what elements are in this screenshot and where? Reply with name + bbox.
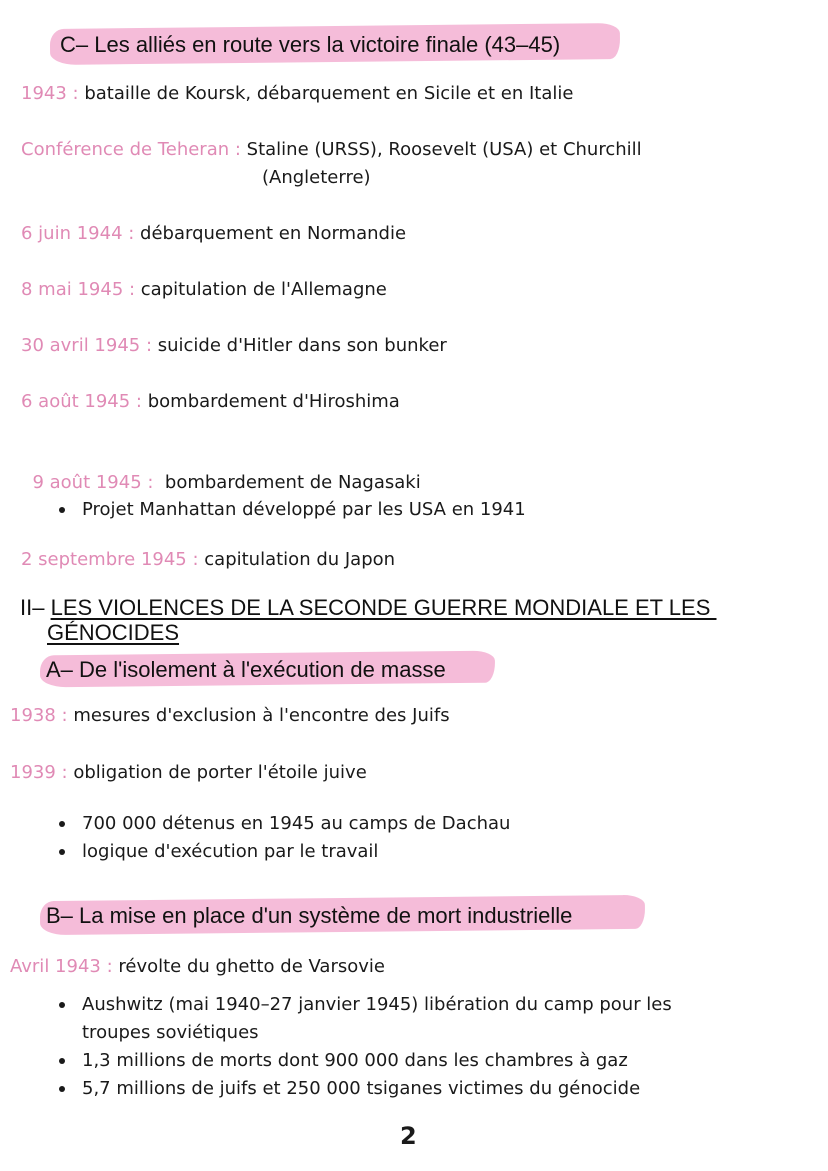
event-date: 2 septembre 1945 :: [21, 549, 205, 570]
list-item: Projet Manhattan développé par les USA en 1941: [56, 496, 526, 524]
list-item: 5,7 millions de juifs et 250 000 tsiganes victimes du génocide: [56, 1075, 672, 1103]
list-item-text: troupes soviétiques: [82, 1022, 259, 1043]
event-date: 8 mai 1945 :: [21, 279, 141, 300]
event-30-avril-1945: [21, 334, 447, 358]
event-1939: [10, 761, 367, 785]
list-item: [56, 991, 672, 1047]
event-text: capitulation du Japon: [204, 549, 396, 570]
event-text: débarquement en Normandie: [140, 223, 407, 244]
event-date: 1938 :: [10, 705, 74, 726]
event-text: bombardement de Nagasaki: [159, 472, 421, 493]
heading-b: B– La mise en place d'un système de mort industrielle: [46, 903, 573, 928]
event-teheran: [21, 138, 642, 162]
list-item: logique d'exécution par le travail: [56, 838, 510, 866]
part-2-prefix: II–: [20, 595, 51, 620]
bullet-list-auschwitz: [56, 991, 672, 1103]
event-1943: [21, 82, 573, 106]
event-date: Avril 1943 :: [10, 956, 119, 977]
event-9-aout-1945: [21, 447, 421, 495]
event-8-mai-1945: [21, 278, 387, 302]
heading-c: C– Les alliés en route vers la victoire finale (43–45): [60, 32, 561, 57]
event-text: Staline (URSS), Roosevelt (USA) et Churchill: [246, 139, 642, 160]
event-text: révolte du ghetto de Varsovie: [118, 956, 385, 977]
event-text: obligation de porter l'étoile juive: [73, 762, 367, 783]
part-2-title-line2: GÉNOCIDES: [47, 620, 180, 645]
event-avril-1943: [10, 955, 385, 979]
event-date: 30 avril 1945 :: [21, 335, 158, 356]
list-item: 700 000 détenus en 1945 au camps de Dachau: [56, 810, 510, 838]
list-item-text: Aushwitz (mai 1940–27 janvier 1945) libération du camp pour les: [82, 994, 672, 1015]
part-2-title: [20, 596, 717, 620]
event-text: bombardement d'Hiroshima: [147, 391, 400, 412]
event-date: 6 août 1945 :: [21, 391, 148, 412]
event-text: capitulation de l'Allemagne: [140, 279, 387, 300]
heading-a: A– De l'isolement à l'exécution de masse: [46, 657, 446, 682]
part-2-title-line1: LES VIOLENCES DE LA SECONDE GUERRE MONDIALE ET LES: [50, 595, 717, 620]
event-2-septembre-1945: [21, 548, 395, 572]
event-teheran-continued: (Angleterre): [262, 167, 371, 188]
event-text: bataille de Koursk, débarquement en Sicile et en Italie: [84, 83, 574, 104]
event-date: 9 août 1945 :: [32, 472, 160, 493]
bullet-list-dachau: [56, 810, 510, 866]
event-1938: [10, 704, 450, 728]
page-number: 2: [400, 1122, 417, 1150]
event-date: 1943 :: [21, 83, 85, 104]
event-6-aout-1945: [21, 390, 400, 414]
event-date: Conférence de Teheran :: [21, 139, 247, 160]
event-text: mesures d'exclusion à l'encontre des Juifs: [73, 705, 450, 726]
event-6-juin-1944: [21, 222, 406, 246]
event-date: 6 juin 1944 :: [21, 223, 141, 244]
event-date: 1939 :: [10, 762, 74, 783]
event-text: suicide d'Hitler dans son bunker: [157, 335, 447, 356]
bullet-list-manhattan: [56, 496, 526, 524]
list-item: 1,3 millions de morts dont 900 000 dans les chambres à gaz: [56, 1047, 672, 1075]
